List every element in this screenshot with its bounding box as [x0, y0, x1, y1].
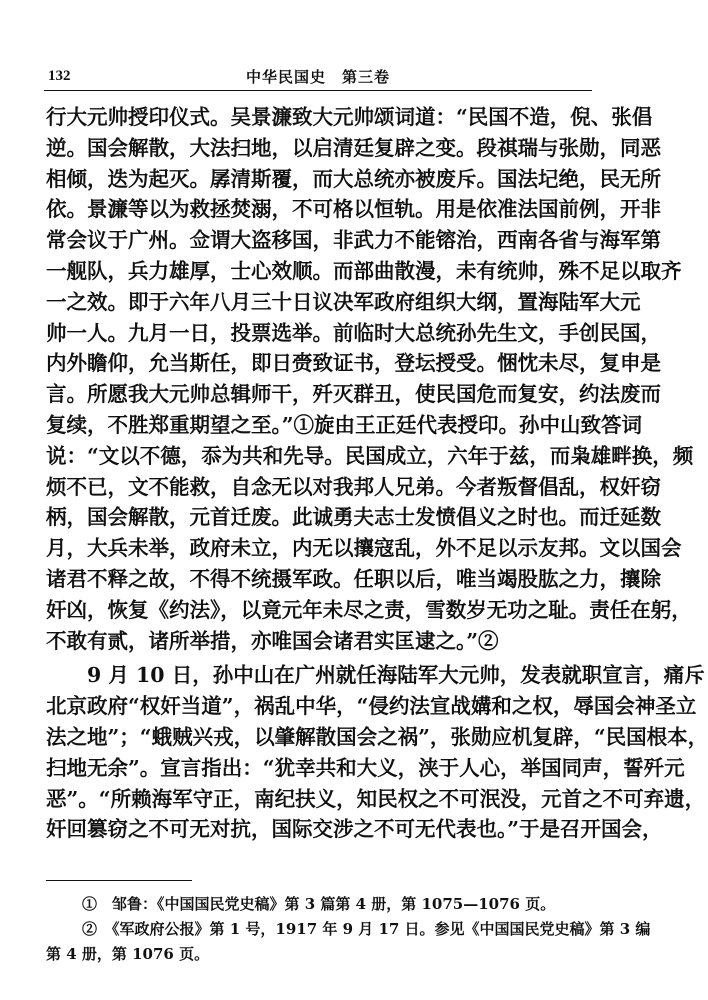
text-line: 烦不已，文不能救，自念无以对我邦人兄弟。今者叛督倡乱，权奸窃 — [46, 474, 661, 499]
text-line: 说：“文以不德，忝为共和先导。民国成立，六年于兹，而枭雄畔换，频 — [46, 443, 694, 468]
text-line: 相倾，迭为起灭。孱清斯覆，而大总统亦被废斥。国法圮绝，民无所 — [46, 166, 661, 191]
text-line: 诸君不释之故，不得不统摄军政。任职以后，唯当竭股肱之力，攘除 — [46, 566, 661, 591]
text-line: 奸回篡窃之不可无对抗，国际交涉之不可无代表也。”于是召开国会， — [46, 817, 663, 842]
body-text — [46, 102, 708, 845]
footnote-line: 第 4 册，第 1076 页。 — [46, 945, 210, 963]
footnote — [46, 892, 592, 917]
text-line: 一舰队，兵力雄厚，士心效顺。而部曲散漫，未有统帅，殊不足以取齐 — [46, 258, 682, 283]
text-line: 奸凶，恢复《约法》，以竟元年未尽之责，雪数岁无功之耻。责任在躬， — [46, 597, 692, 622]
page-number: 132 — [48, 68, 71, 84]
text-line: 常会议于广州。佥谓大盗移国，非武力不能镕治，西南各省与海军第 — [46, 228, 661, 253]
paragraph — [46, 660, 708, 845]
text-line: 恶”。“所赖海军守正，南纪扶义，知民权之不可泯没，元首之不可弃遗， — [46, 786, 706, 811]
text-line: 依。景濂等以为救拯焚溺，不可格以恒轨。用是依准法国前例，开非 — [46, 197, 661, 222]
text-line: 帅一人。九月一日，投票选举。前临时大总统孙先生文，手创民国， — [46, 320, 661, 345]
text-line: 言。所愿我大元帅总辑师干，歼灭群丑，使民国危而复安，约法废而 — [46, 382, 661, 407]
text-line: 复续，不胜郑重期望之至。”①旋由王正廷代表授印。孙中山致答词 — [46, 412, 643, 437]
page-header — [44, 58, 592, 91]
footnote-divider — [46, 880, 192, 881]
paragraph — [46, 102, 694, 656]
text-line: 内外瞻仰，允当斯任，即日赍致证书，登坛授受。悃忱未尽，复申是 — [46, 351, 661, 376]
text-line: 行大元帅授印仪式。吴景濂致大元帅颂词道：“民国不造，倪、张倡 — [46, 105, 653, 129]
running-title: 中华民国史 第三卷 — [245, 68, 390, 86]
footnote — [46, 917, 651, 967]
text-line: 扫地无余”。宣言指出：“犹幸共和大义，浃于人心，举国同声，誓歼元 — [46, 755, 685, 780]
text-line: 9 月 10 日，孙中山在广州就任海陆军大元帅，发表就职宣言，痛斥 — [87, 663, 705, 688]
footnote-line: ② 《军政府公报》第 1 号，1917 年 9 月 17 日。参见《中国国民党史稿》第 3 编 — [82, 920, 651, 938]
text-line: 不敢有贰，诸所举措，亦唯国会诸君实匡逮之。”② — [46, 628, 499, 653]
footnotes — [46, 892, 651, 967]
text-line: 逆。国会解散，大法扫地，以启清廷复辟之变。段祺瑞与张勋，同恶 — [46, 135, 661, 160]
text-line: 一之效。即于六年八月三十日议决军政府组织大纲，置海陆军大元 — [46, 289, 641, 314]
footnote-line: ① 邹鲁：《中国国民党史稿》第 3 篇第 4 册，第 1075—1076 页。 — [82, 895, 556, 913]
text-line: 法之地”；“蛾贼兴戎，以肇解散国会之祸”，张勋应机复辟，“民国根本， — [46, 724, 708, 749]
text-line: 月，大兵未举，政府未立，内无以攘寇乱，外不足以示友邦。文以国会 — [46, 536, 682, 561]
text-line: 北京政府“权奸当道”，祸乱中华，“侵约法宣战媾和之权，辱国会神圣立 — [46, 694, 697, 719]
text-line: 柄，国会解散，元首迁废。此诚勇夫志士发愤倡义之时也。而迁延数 — [46, 505, 661, 530]
